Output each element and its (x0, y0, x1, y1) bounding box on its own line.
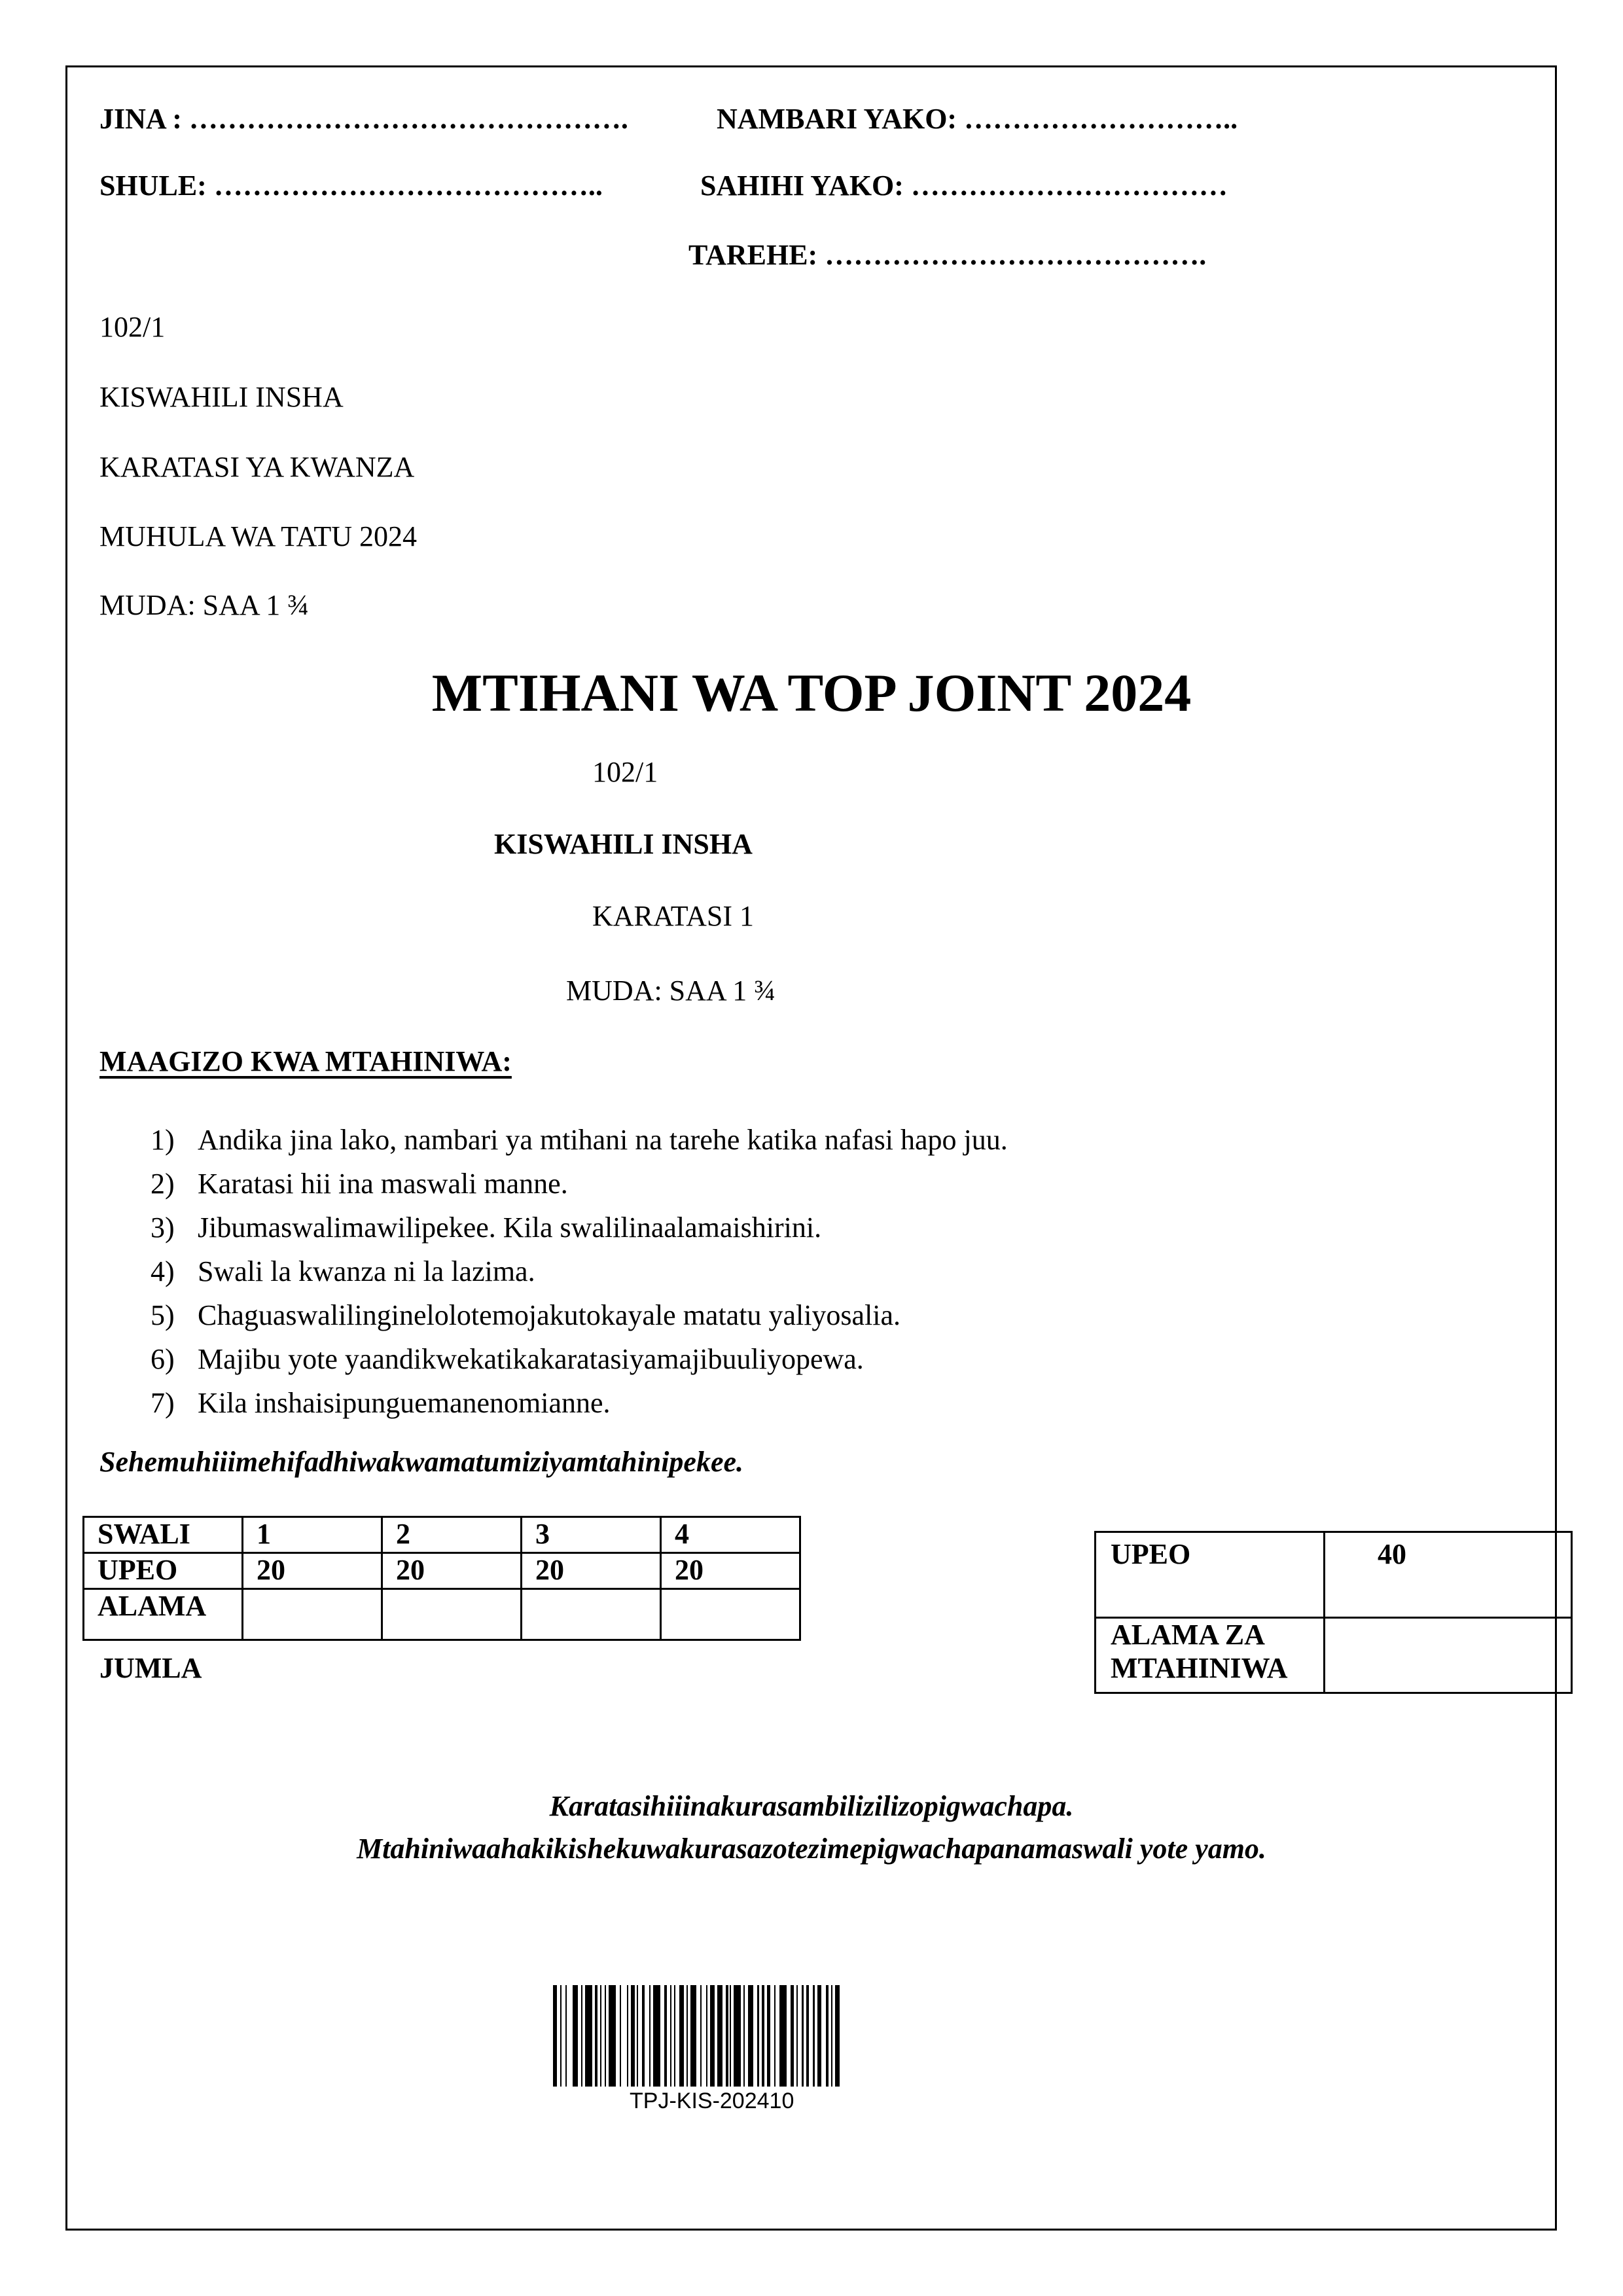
max-marks-cell: 20 (382, 1553, 522, 1589)
instruction-item (151, 1293, 1008, 1337)
total-score-table (1094, 1531, 1573, 1694)
instruction-text: Andika jina lako, nambari ya mtihani na tarehe katika nafasi hapo juu. (198, 1124, 1008, 1156)
instruction-text: Swali la kwanza ni la lazima. (198, 1255, 535, 1287)
table-row-upeo (1096, 1532, 1572, 1618)
question-number-cell: 2 (382, 1517, 522, 1553)
question-number-cell: 1 (243, 1517, 382, 1553)
candidate-marks-label-line1: ALAMA ZA (1111, 1619, 1265, 1651)
instructions-heading: MAAGIZO KWA MTAHINIWA: (99, 1045, 512, 1077)
instruction-item (151, 1337, 1008, 1381)
instruction-item (151, 1381, 1008, 1425)
instructions-list (151, 1118, 1008, 1425)
instruction-text: Jibumaswalimawilipekee. Kila swalilinaalamaishirini. (198, 1211, 822, 1244)
title-block-subject: KISWAHILI INSHA (494, 828, 753, 860)
question-number-cell: 3 (522, 1517, 661, 1553)
table-row-candidate-marks (1096, 1618, 1572, 1693)
row-label-alama: ALAMA (84, 1589, 243, 1640)
footer-pages-note: Karatasihiiinakurasambilizilizopigwachapa. (549, 1790, 1074, 1822)
instruction-text: Kila inshaisipunguemanenomianne. (198, 1387, 611, 1419)
instruction-number: 1) (151, 1124, 175, 1156)
marks-input-cell[interactable] (243, 1589, 382, 1640)
upeo-label: UPEO (1096, 1532, 1325, 1618)
instruction-number: 2) (151, 1168, 175, 1200)
date-field[interactable]: TAREHE: …………………………………. (688, 239, 1207, 271)
marks-input-cell[interactable] (661, 1589, 800, 1640)
max-marks-cell: 20 (522, 1553, 661, 1589)
table-row-max-marks (84, 1553, 800, 1589)
total-label: JUMLA (99, 1652, 202, 1684)
row-label-swali: SWALI (84, 1517, 243, 1553)
table-row-marks (84, 1589, 800, 1640)
signature-field[interactable]: SAHIHI YAKO: …………………………… (700, 170, 1228, 202)
question-score-table (82, 1516, 801, 1641)
school-field[interactable]: SHULE: ………………………………….. (99, 170, 603, 202)
instruction-item (151, 1249, 1008, 1293)
candidate-number-field[interactable]: NAMBARI YAKO: ……………………….. (717, 103, 1238, 135)
candidate-marks-label (1096, 1618, 1325, 1693)
marks-input-cell[interactable] (522, 1589, 661, 1640)
paper-term: MUHULA WA TATU 2024 (99, 520, 417, 552)
title-block-code: 102/1 (592, 756, 658, 788)
examiner-use-note: Sehemuhiiimehifadhiwakwamatumiziyamtahinipekee. (99, 1446, 744, 1478)
instruction-number: 3) (151, 1211, 175, 1244)
paper-number: KARATASI YA KWANZA (99, 451, 415, 483)
marks-input-cell[interactable] (382, 1589, 522, 1640)
candidate-marks-value[interactable] (1325, 1618, 1572, 1693)
title-block-paper: KARATASI 1 (592, 900, 755, 932)
row-label-upeo: UPEO (84, 1553, 243, 1589)
upeo-value: 40 (1325, 1532, 1572, 1618)
exam-title: MTIHANI WA TOP JOINT 2024 (431, 663, 1192, 723)
instruction-item (151, 1162, 1008, 1206)
table-row-question (84, 1517, 800, 1553)
paper-subject: KISWAHILI INSHA (99, 381, 344, 413)
footer-check-note: Mtahiniwaahakikishekuwakurasazotezimepigwachapanamaswali yote yamo. (357, 1833, 1266, 1865)
barcode-label: TPJ-KIS-202410 (630, 2089, 794, 2113)
barcode-icon (553, 1985, 841, 2087)
instruction-number: 4) (151, 1255, 175, 1287)
max-marks-cell: 20 (243, 1553, 382, 1589)
paper-code: 102/1 (99, 311, 166, 343)
name-field[interactable]: JINA : ………………………………………. (99, 103, 628, 135)
instruction-number: 6) (151, 1343, 175, 1375)
candidate-marks-label-line2: MTAHINIWA (1111, 1651, 1288, 1684)
question-number-cell: 4 (661, 1517, 800, 1553)
title-block-duration: MUDA: SAA 1 ¾ (566, 975, 776, 1007)
max-marks-cell: 20 (661, 1553, 800, 1589)
instruction-text: Chaguaswalilinginelolotemojakutokayale matatu yaliyosalia. (198, 1299, 901, 1331)
instruction-number: 5) (151, 1299, 175, 1331)
instruction-item (151, 1118, 1008, 1162)
paper-duration: MUDA: SAA 1 ¾ (99, 589, 310, 621)
instruction-item (151, 1206, 1008, 1249)
instruction-text: Majibu yote yaandikwekatikakaratasiyamajibuuliyopewa. (198, 1343, 864, 1375)
instruction-number: 7) (151, 1387, 175, 1419)
instruction-text: Karatasi hii ina maswali manne. (198, 1168, 568, 1200)
